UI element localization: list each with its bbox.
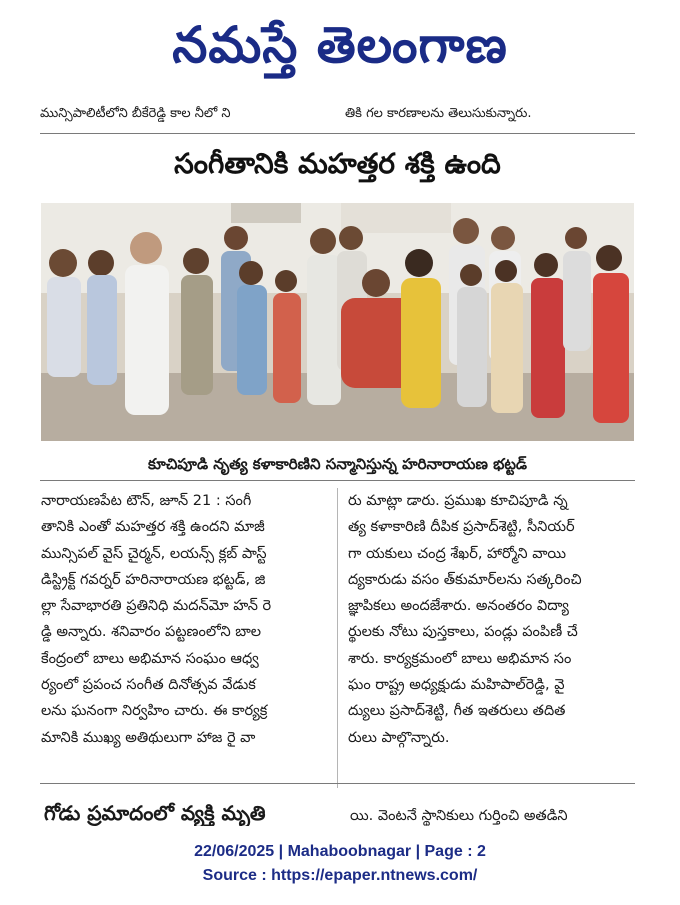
article-line: తానికి ఎంతో మహత్తర శక్తి ఉందని మాజీ	[41, 519, 265, 536]
article-headline: సంగీతానికి మహత్తర శక్తి ఉంది	[174, 147, 501, 180]
previous-story-tail	[40, 96, 635, 126]
article-line: గా యకులు చంద్ర శేఖర్, హార్మోని వాయి	[348, 545, 567, 562]
group-photo-illustration	[41, 203, 634, 441]
bottom-divider	[40, 783, 635, 784]
article-line: లను ఘనంగా నిర్వహిం చారు. ఈ కార్యక్ర	[41, 703, 268, 720]
article-line: డిస్ట్రిక్ట్ గవర్నర్ హరినారాయణ భట్టడ్, జి	[41, 571, 266, 588]
article-line: డ్డి అన్నారు. శనివారం పట్టణంలోని బాల	[41, 624, 262, 641]
previous-story-right-line: తికి గల కారణాలను తెలుసుకున్నారు.	[345, 106, 532, 121]
article-line: శారు. కార్యక్రమంలో బాలు అభిమాన సం	[348, 650, 572, 667]
article-line: నారాయణపేట టౌన్, జూన్ 21 : సంగీ	[41, 493, 252, 509]
edition-info: 22/06/2025 | Mahaboobnagar | Page : 2	[194, 843, 486, 860]
article-photo	[41, 203, 634, 441]
article-line: రు మాట్లా డారు. ప్రముఖ కూచిపూడి న్న	[348, 493, 568, 509]
article-line: ల్లా సేవాభారతి ప్రతినిధి మదన్‌మో హన్ రె	[41, 598, 272, 615]
column-divider	[337, 488, 338, 788]
article-line: ద్యకారుడు వసం త్‌కుమార్‌లను సత్కరించి	[348, 571, 582, 588]
article-line: ద్యులు ప్రసాద్‌శెట్టి, గీత ఇతరులు తదిత	[348, 703, 566, 720]
caption-divider	[40, 480, 635, 481]
article-column-left	[41, 488, 333, 751]
article-line: మున్సిపల్ వైస్ చైర్మన్, లయన్స్ క్లబ్ పాస్ట్	[41, 545, 267, 562]
photo-caption: కూచిపూడి నృత్య కళాకారిణిని సన్మానిస్తున్న హరినారాయణ భట్టడ్	[147, 455, 528, 473]
page-footer	[0, 840, 680, 888]
article-column-right	[348, 488, 640, 751]
article-line: కేంద్రంలో బాలు అభిమాన సంఘం ఆధ్వ	[41, 650, 259, 667]
next-story-headline: గోడు ప్రమాదంలో వ్యక్తి మృతి	[44, 801, 266, 825]
article-line: మానికి ముఖ్య అతిథులుగా హాజ రై వా	[41, 729, 256, 746]
top-divider	[40, 133, 635, 134]
source-link[interactable]: Source : https://epaper.ntnews.com/	[202, 867, 478, 884]
article-line: ర్యంలో ప్రపంచ సంగీత దినోత్సవ వేడుక	[41, 677, 256, 694]
article-line: రులు పాల్గొన్నారు.	[348, 729, 450, 746]
previous-story-left-line: మున్సిపాలిటీలోని బీకేరెడ్డి కాల నీలో ని	[40, 106, 231, 121]
masthead	[0, 0, 680, 90]
article-line: ర్థులకు నోటు పుస్తకాలు, పండ్లు పంపిణీ చే	[348, 624, 578, 641]
article-line: త్య కళాకారిణి దీపిక ప్రసాద్‌శెట్టి, సీనియర్	[348, 519, 575, 536]
next-story-line: యి. వెంటనే స్థానికులు గుర్తించి అతడిని	[350, 808, 568, 824]
article-line: ఘం రాష్ట్ర అధ్యక్షుడు మహిపాల్‌రెడ్డి, వై	[348, 677, 565, 694]
article-line: జ్ఞాపికలు అందజేశారు. అనంతరం విద్యా	[348, 598, 569, 615]
newspaper-logo: నమస్తే తెలంగాణ	[172, 16, 508, 74]
